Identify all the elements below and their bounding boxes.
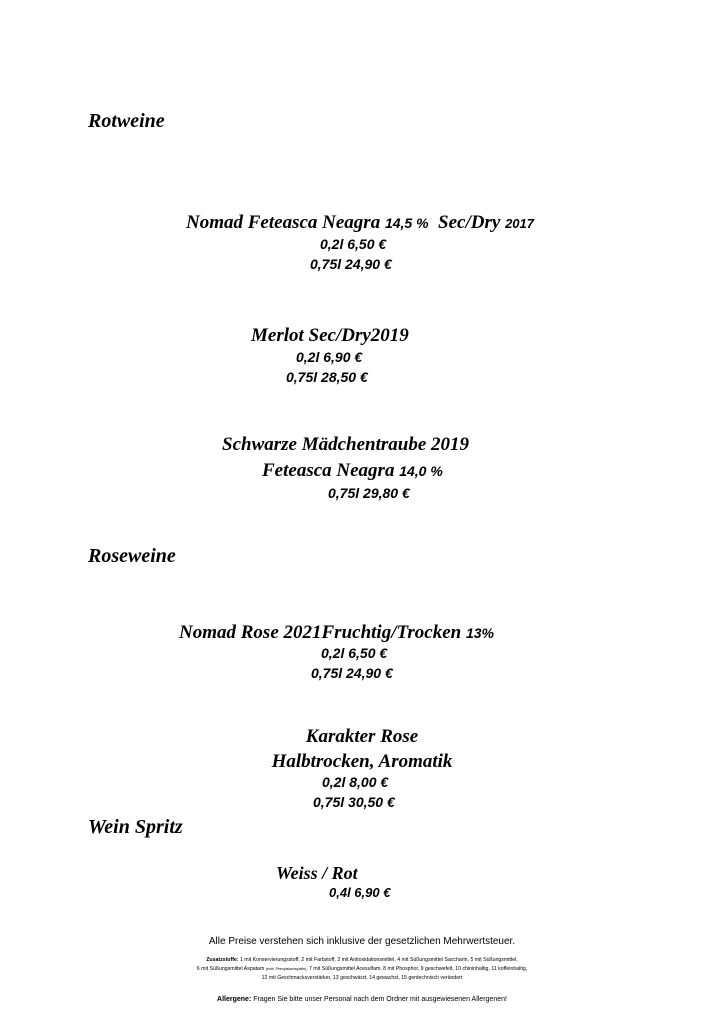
- additives-line2: [0, 965, 724, 974]
- wine-name: Nomad Feteasca Neagra: [186, 212, 381, 233]
- price-merlot-075: 0,75l 28,50 €: [286, 369, 368, 385]
- tax-note: Alle Preise verstehen sich inklusive der gesetzlichen Mehrwertsteuer.: [208, 936, 516, 947]
- additives-text-2a: 6 mit Süßungsmittel Aspatam: [196, 966, 265, 972]
- wine-name: Nomad Rose 2021Fruchtig/Trocken: [179, 622, 462, 643]
- wine-name-schwarze: Schwarze Mädchentraube 2019: [222, 434, 470, 455]
- allergens-text: Fragen Sie bitte unser Personal nach dem Ordner mit ausgewiesenen Allergenen!: [253, 996, 507, 1003]
- price-merlot-02: 0,2l 6,90 €: [296, 349, 363, 365]
- price-nomad-feteasca-075: 0,75l 24,90 €: [310, 256, 392, 272]
- price-karakter-075: 0,75l 30,50 €: [313, 794, 395, 810]
- wine-name-nomad-feteasca: [186, 213, 534, 232]
- price-karakter-02: 0,2l 8,00 €: [322, 774, 389, 790]
- additives-text-2-small: (enth. Phenylalaninquelle): [265, 967, 307, 971]
- wine-abv: 14,0 %: [399, 463, 443, 479]
- price-nomad-rose-02: 0,2l 6,50 €: [321, 645, 388, 661]
- price-nomad-feteasca-02: 0,2l 6,50 €: [320, 236, 387, 252]
- additives-label: Zusatzstoffe:: [206, 957, 239, 963]
- wine-year: 2017: [505, 216, 534, 231]
- allergens-note: [0, 996, 724, 1003]
- section-heading-roseweine: Roseweine: [88, 545, 176, 567]
- wine-name-spritz: Weiss / Rot: [276, 863, 358, 883]
- section-heading-wein-spritz: Wein Spritz: [88, 816, 183, 838]
- wine-style: Sec/Dry: [438, 212, 501, 233]
- additives-text-2b: , 7 mit Süßungsmittel Acesulfam, 8 mit Phosphor, 9 geschwefelt, 10 chininhaltig, 11 koffeinhaltig,: [306, 966, 528, 972]
- wine-grape: Feteasca Neagra: [262, 460, 395, 481]
- wine-name-karakter: Karakter Rose: [305, 726, 419, 747]
- wine-name-karakter-line2: Halbtrocken, Aromatik: [271, 751, 453, 772]
- wine-abv: 13%: [465, 625, 494, 641]
- additives-note: [0, 956, 724, 983]
- additives-text-3: 12 mit Geschmacksverstärker, 13 geschwärzt, 14 gewachst, 15 gentechnisch verändert: [261, 975, 463, 981]
- section-heading-rotweine: Rotweine: [88, 110, 165, 132]
- wine-name-schwarze-line2: [262, 461, 443, 480]
- price-nomad-rose-075: 0,75l 24,90 €: [311, 665, 393, 681]
- wine-abv: 14,5 %: [384, 215, 429, 231]
- additives-text-1: 1 mit Konservierungsstoff, 2 mit Farbstoff, 3 mit Antioxidationsmittel, 4 mit Süßungsmittel Saccharin, 5 mit Süßungsmittel,: [239, 957, 518, 963]
- price-spritz-04: 0,4l 6,90 €: [329, 885, 391, 900]
- wine-name-nomad-rose: [179, 623, 494, 642]
- price-schwarze-075: 0,75l 29,80 €: [328, 485, 410, 501]
- additives-line3: [0, 974, 724, 983]
- additives-line1: [0, 956, 724, 965]
- allergens-label: Allergene:: [217, 996, 252, 1003]
- wine-name-merlot: Merlot Sec/Dry2019: [251, 325, 409, 346]
